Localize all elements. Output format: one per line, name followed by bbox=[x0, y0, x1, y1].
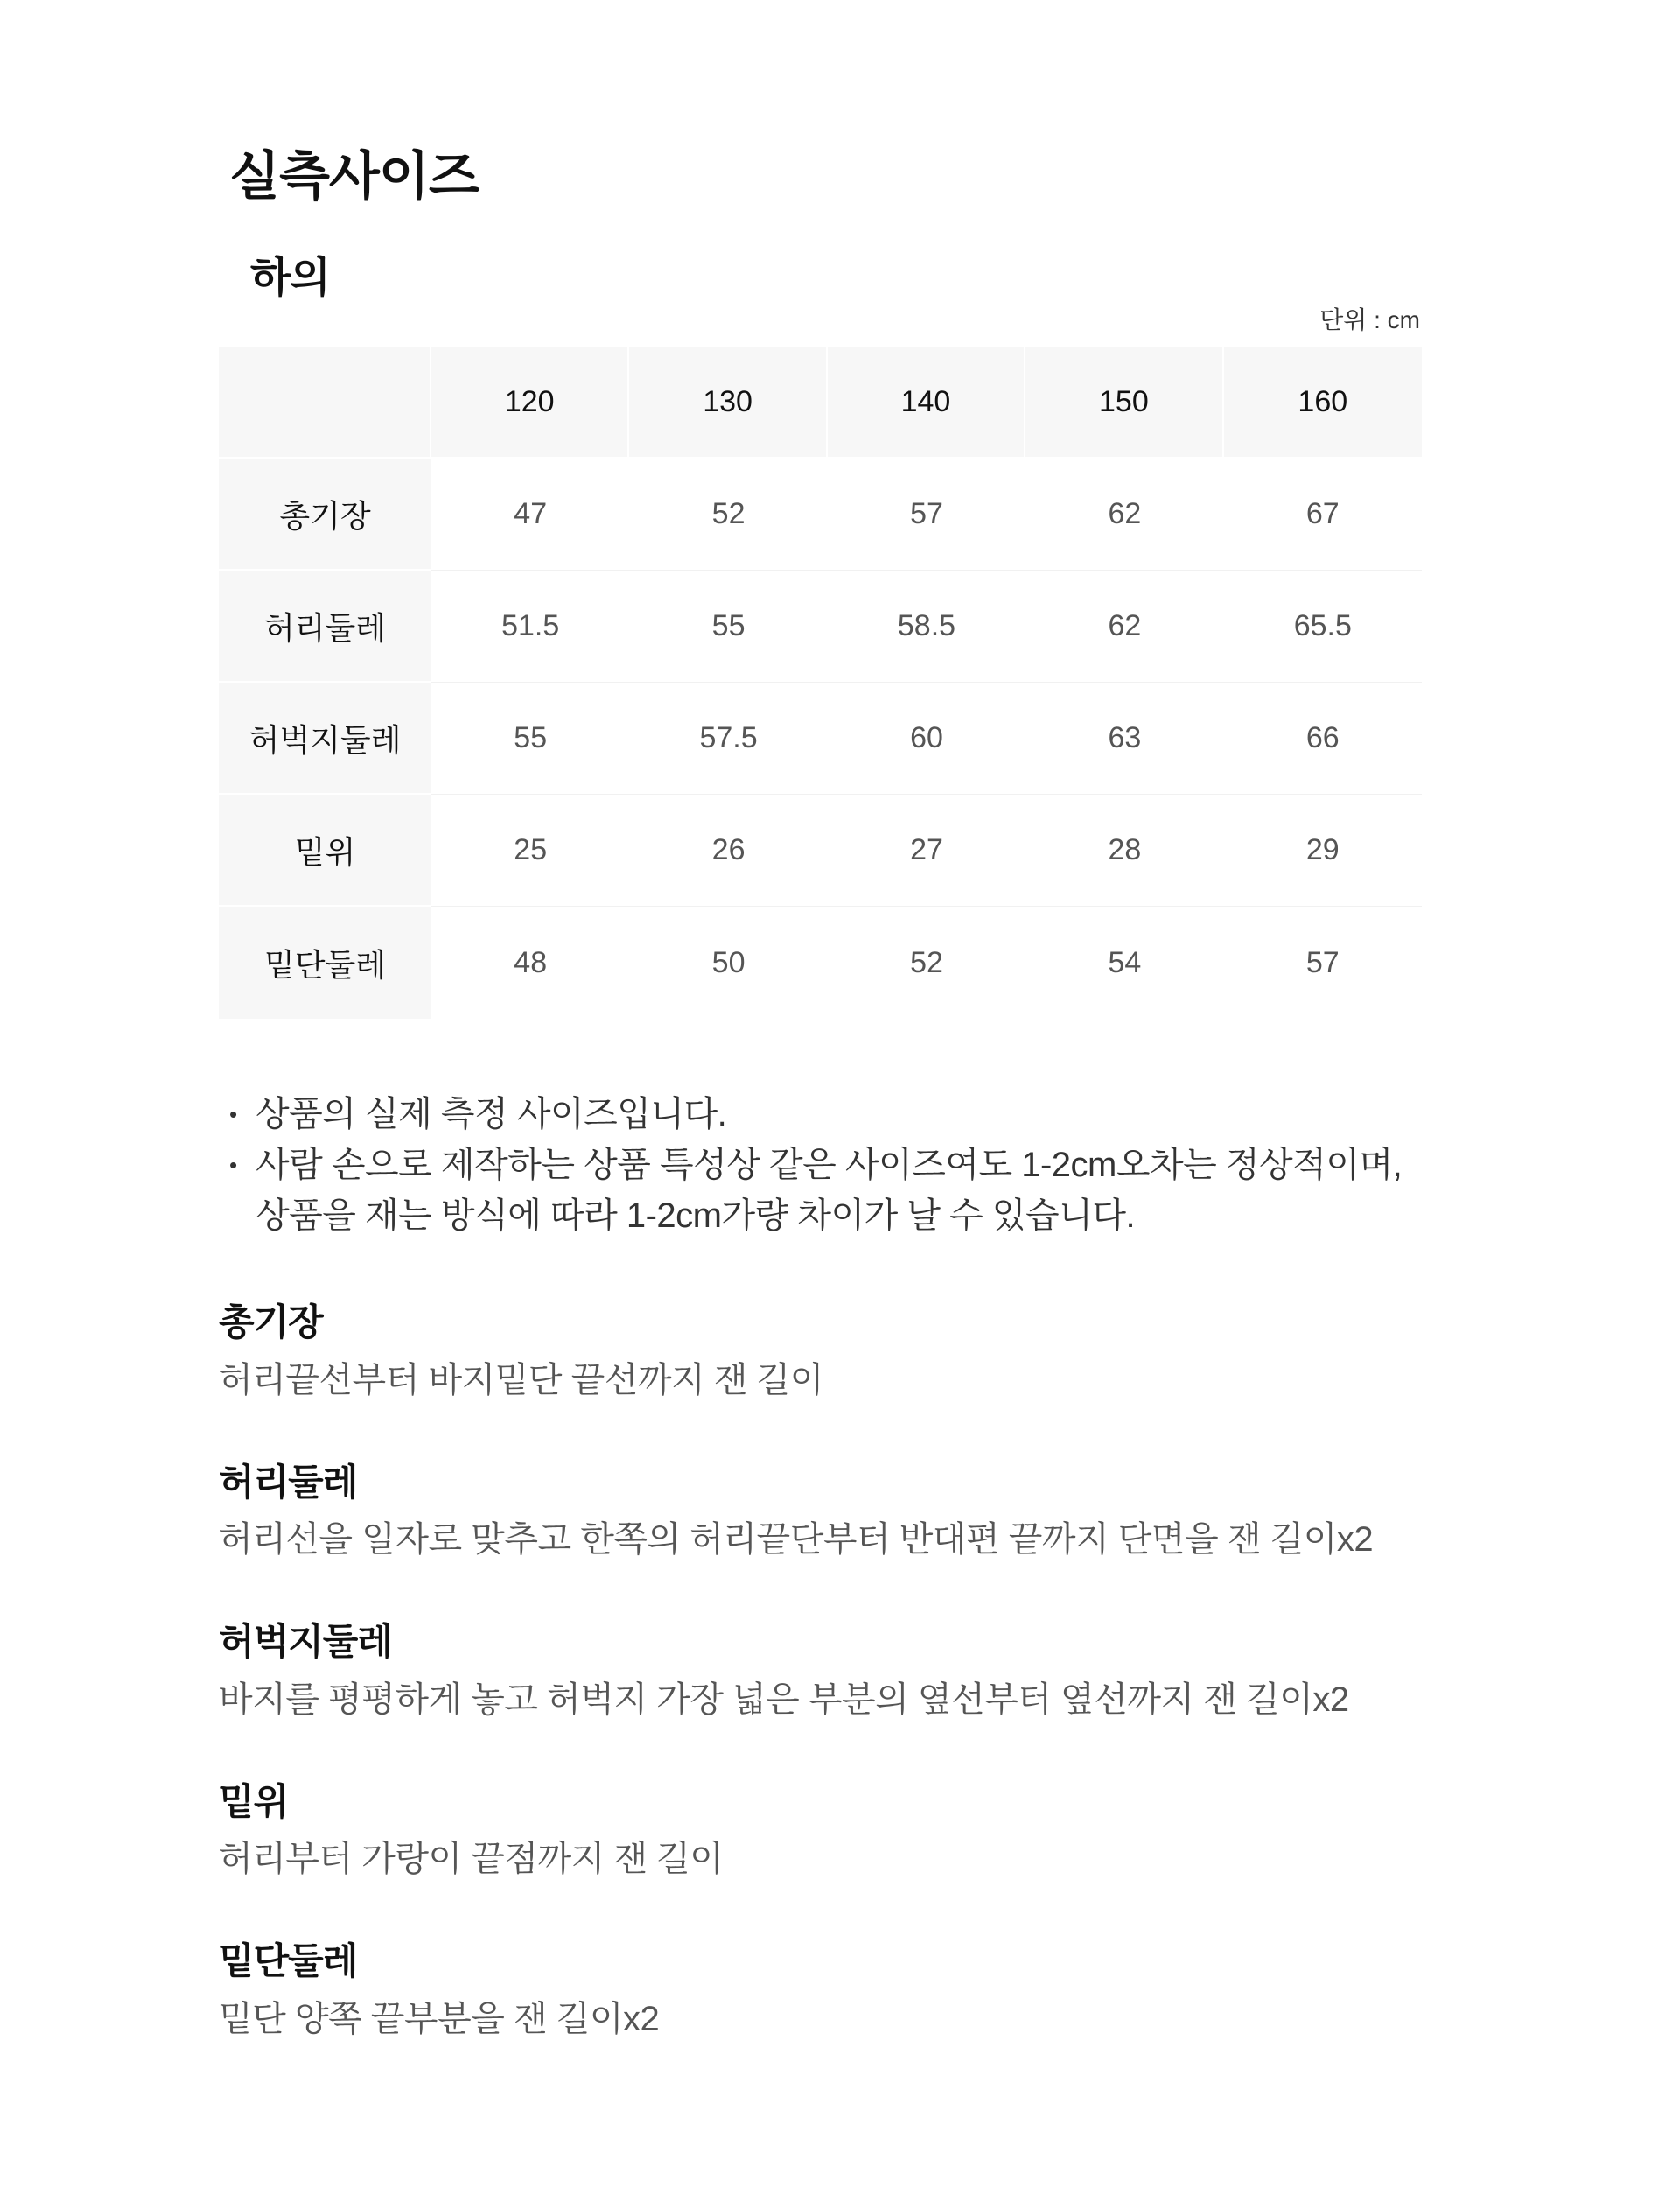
size-value: 27 bbox=[828, 795, 1026, 907]
size-value: 57 bbox=[828, 459, 1026, 571]
size-value: 47 bbox=[431, 459, 629, 571]
definition-term: 밑위 bbox=[219, 1780, 289, 1822]
size-value: 50 bbox=[629, 907, 827, 1019]
definition-description: 바지를 평평하게 놓고 허벅지 가장 넓은 부분의 옆선부터 옆선까지 잰 길이x2 bbox=[219, 1680, 1349, 1719]
notes-list bbox=[219, 1089, 1422, 1241]
page-title: 실측사이즈 bbox=[229, 147, 479, 206]
definition-term: 허리둘레 bbox=[219, 1461, 358, 1503]
row-label: 총기장 bbox=[219, 459, 431, 571]
measurement-definitions bbox=[219, 1299, 1422, 2044]
size-value: 67 bbox=[1224, 459, 1422, 571]
table-row bbox=[219, 683, 1422, 795]
size-value: 66 bbox=[1224, 683, 1422, 795]
size-value: 52 bbox=[629, 459, 827, 571]
bullet-icon: • bbox=[229, 1152, 237, 1178]
table-row bbox=[219, 795, 1422, 907]
size-column-header: 150 bbox=[1026, 347, 1223, 459]
definition-section bbox=[219, 1938, 1422, 2044]
definition-description: 밑단 양쪽 끝부분을 잰 길이x2 bbox=[219, 1999, 660, 2038]
definition-term: 총기장 bbox=[219, 1301, 323, 1343]
table-corner-cell bbox=[219, 347, 431, 459]
definition-term: 허벅지둘레 bbox=[219, 1621, 392, 1663]
size-value: 57 bbox=[1224, 907, 1422, 1019]
row-label: 밑단둘레 bbox=[219, 907, 431, 1019]
note-item bbox=[219, 1089, 1422, 1140]
size-column-header: 130 bbox=[629, 347, 827, 459]
size-value: 51.5 bbox=[431, 571, 629, 683]
definition-section bbox=[219, 1618, 1422, 1724]
size-value: 29 bbox=[1224, 795, 1422, 907]
note-text: 사람 손으로 제작하는 상품 특성상 같은 사이즈여도 1-2cm오차는 정상적이며, bbox=[256, 1146, 1403, 1184]
definition-description: 허리선을 일자로 맞추고 한쪽의 허리끝단부터 반대편 끝까지 단면을 잰 길이x2 bbox=[219, 1520, 1374, 1560]
definition-section bbox=[219, 1299, 1422, 1405]
definition-term: 밑단둘레 bbox=[219, 1940, 358, 1982]
row-label: 허벅지둘레 bbox=[219, 683, 431, 795]
unit-label: 단위 : cm bbox=[1320, 306, 1420, 333]
table-row bbox=[219, 571, 1422, 683]
size-value: 54 bbox=[1026, 907, 1223, 1019]
row-label: 허리둘레 bbox=[219, 571, 431, 683]
size-value: 48 bbox=[431, 907, 629, 1019]
size-value: 55 bbox=[629, 571, 827, 683]
size-value: 62 bbox=[1026, 571, 1223, 683]
bullet-icon: • bbox=[229, 1101, 237, 1127]
size-value: 25 bbox=[431, 795, 629, 907]
note-text: 상품을 재는 방식에 따라 1-2cm가량 차이가 날 수 있습니다. bbox=[256, 1196, 1136, 1235]
note-item bbox=[219, 1140, 1422, 1241]
definition-description: 허리끝선부터 바지밑단 끝선까지 잰 길이 bbox=[219, 1360, 823, 1399]
size-table bbox=[219, 347, 1422, 1019]
size-value: 57.5 bbox=[629, 683, 827, 795]
size-value: 65.5 bbox=[1224, 571, 1422, 683]
size-value: 62 bbox=[1026, 459, 1223, 571]
category-subtitle: 하의 bbox=[250, 255, 330, 301]
row-label: 밑위 bbox=[219, 795, 431, 907]
size-value: 52 bbox=[828, 907, 1026, 1019]
size-table-header-row bbox=[219, 347, 1422, 459]
definition-section bbox=[219, 1778, 1422, 1884]
size-column-header: 140 bbox=[828, 347, 1026, 459]
size-value: 26 bbox=[629, 795, 827, 907]
note-text: 상품의 실제 측정 사이즈입니다. bbox=[256, 1095, 727, 1133]
definition-description: 허리부터 가랑이 끝점까지 잰 길이 bbox=[219, 1840, 724, 1879]
size-value: 55 bbox=[431, 683, 629, 795]
table-row bbox=[219, 459, 1422, 571]
size-column-header: 160 bbox=[1224, 347, 1422, 459]
size-value: 63 bbox=[1026, 683, 1223, 795]
size-column-header: 120 bbox=[431, 347, 629, 459]
size-value: 28 bbox=[1026, 795, 1223, 907]
size-value: 60 bbox=[828, 683, 1026, 795]
definition-section bbox=[219, 1459, 1422, 1565]
size-value: 58.5 bbox=[828, 571, 1026, 683]
table-row bbox=[219, 907, 1422, 1019]
